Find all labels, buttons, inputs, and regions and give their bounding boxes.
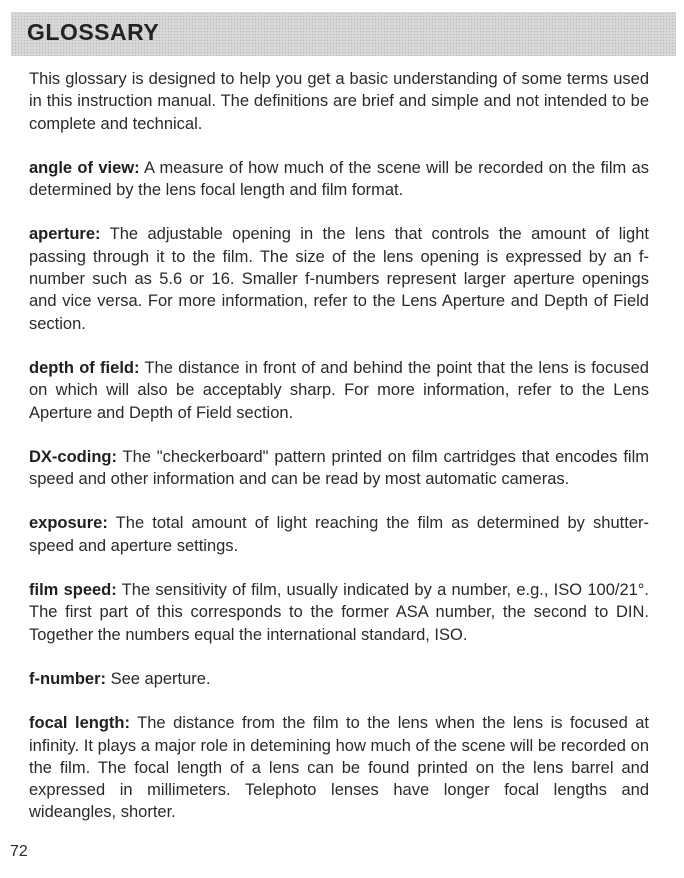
glossary-entry xyxy=(29,712,649,823)
glossary-term: angle of view: xyxy=(29,158,140,177)
glossary-definition: The distance from the film to the lens when the lens is focused at infinity. It plays a major role in detemining how much of the scene will be recorded on the film. The focal length of a lens can be found printed on the lens barrel and expressed in millimeters. Telephoto lenses have longer focal lengths and wideangles, shorter. xyxy=(29,714,649,822)
glossary-definition: The total amount of light reaching the film as determined by shutter-speed and aperture settings. xyxy=(29,514,649,555)
glossary-entry xyxy=(29,357,649,424)
glossary-definition: A measure of how much of the scene will be recorded on the film as determined by the lens focal length and film format. xyxy=(29,158,649,200)
glossary-definition: See aperture. xyxy=(106,669,211,688)
glossary-term: depth of field: xyxy=(29,358,140,377)
glossary-content xyxy=(29,68,649,846)
glossary-entry xyxy=(29,446,649,491)
glossary-definition: The sensitivity of film, usually indicated by a number, e.g., ISO 100/21°. The first part of this corresponds to the former ASA number, the second to DIN. Together the numbers equal the international standard, ISO. xyxy=(29,581,649,644)
glossary-term: exposure: xyxy=(29,514,108,533)
glossary-term: f-number: xyxy=(29,669,106,688)
glossary-term: DX-coding: xyxy=(29,447,117,466)
glossary-definition: The "checkerboard" pattern printed on film cartridges that encodes film speed and other information and can be read by most automatic cameras. xyxy=(29,447,649,489)
glossary-entry xyxy=(29,579,649,646)
glossary-definition: The distance in front of and behind the point that the lens is focused on which will also be acceptably sharp. For more information, refer to the Lens Aperture and Depth of Field section. xyxy=(29,358,649,422)
glossary-term: focal length: xyxy=(29,714,130,733)
glossary-entry xyxy=(29,512,649,557)
glossary-term: film speed: xyxy=(29,581,117,600)
glossary-entry xyxy=(29,668,649,690)
glossary-term: aperture: xyxy=(29,225,101,244)
glossary-definition: The adjustable opening in the lens that controls the amount of light passing through it to the film. The size of the lens opening is expressed by an f-number such as 5.6 or 16. Smaller f-numbers represent larger aperture openings and vice versa. For more information, refer to the Lens Aperture and Depth of Field section. xyxy=(29,225,649,333)
glossary-entry xyxy=(29,157,649,202)
glossary-entry xyxy=(29,223,649,334)
page-title: GLOSSARY xyxy=(27,19,160,45)
intro-paragraph: This glossary is designed to help you get a basic understanding of some terms used in this instruction manual. The definitions are brief and simple and not intended to be complete and technical. xyxy=(29,70,649,133)
page-number: 72 xyxy=(10,843,28,860)
